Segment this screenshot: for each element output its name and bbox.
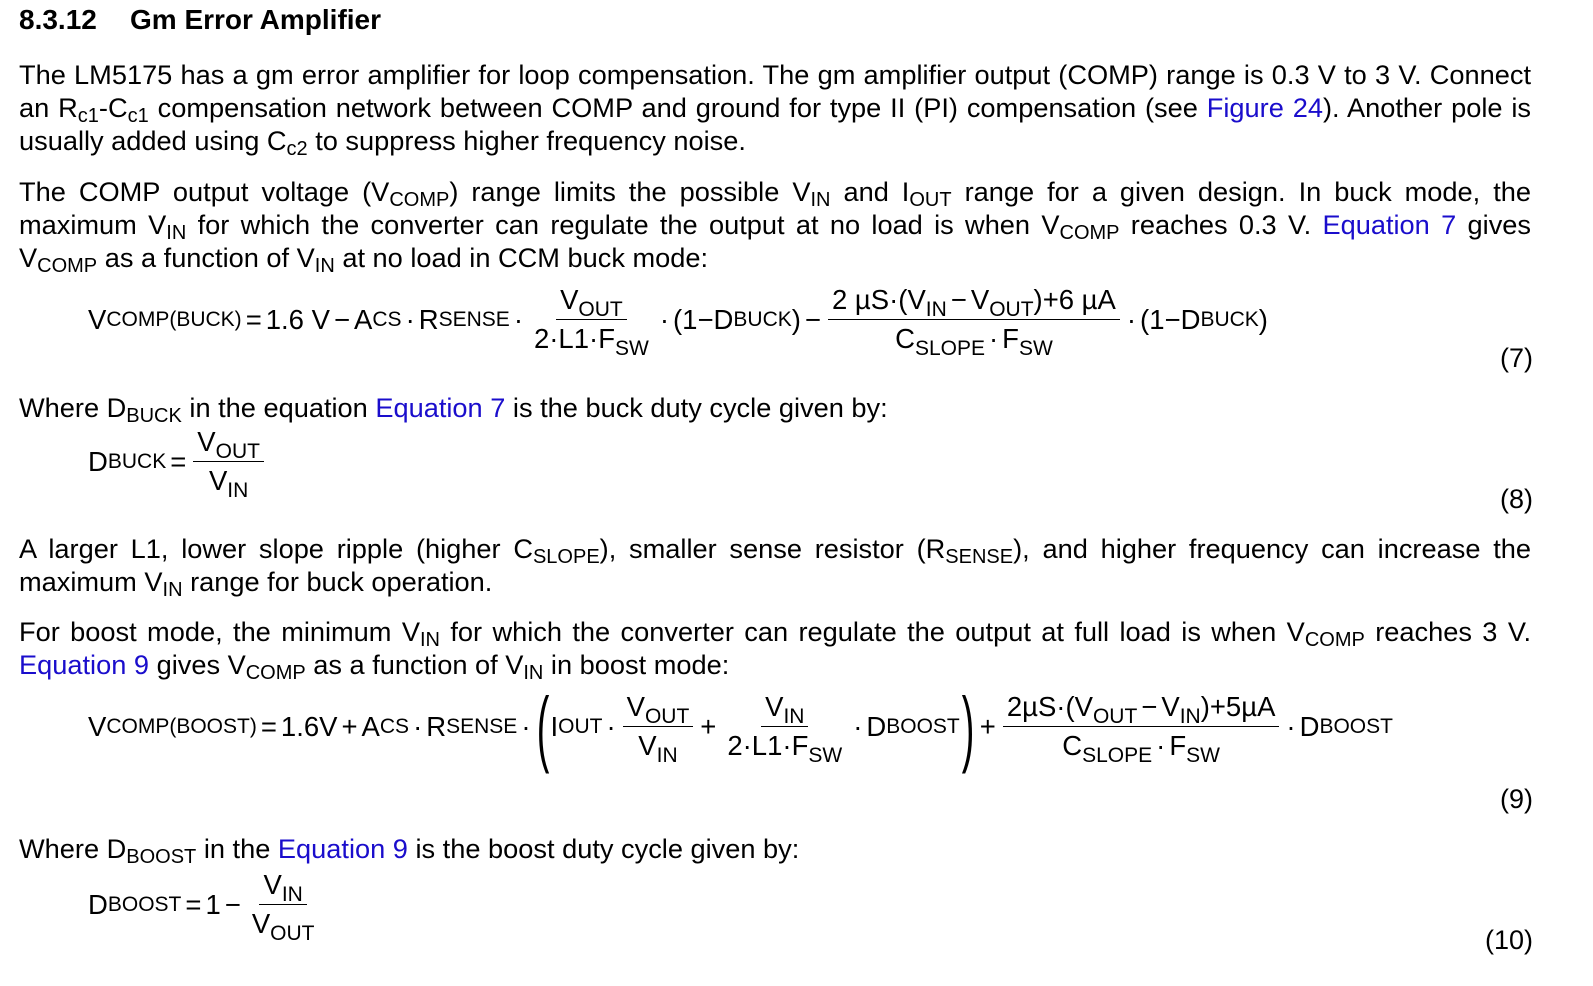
equation-7-link[interactable]: Equation 7 xyxy=(375,392,506,423)
paragraph-4: A larger L1, lower slope ripple (higher $C_{SLOPE}$), smaller sense resistor $(R_{SENSE})$, and higher frequency can increase the maximum $V_{IN}$ range for buck operation. xyxy=(19,533,1531,601)
section-title: Gm Error Amplifier xyxy=(130,4,382,35)
equation-9: V COMP(BOOST) = 1.6V + A CS · R SENSE · ( I OUT · $\frac{V_{OUT}}{V_{IN}}$ + $\frac{V_{IN}}{2\cdot L1\cdot F_{SW}}$ · D BOOST ) + $\frac{2\mu S\cdot(V_{OUT} - V_{IN})+5\mu A}{C_{SLOPE} \cdot F_{SW}}$ · D BOOST xyxy=(88,679,1393,774)
equation-7-link[interactable]: Equation 7 xyxy=(1322,209,1457,240)
section-heading xyxy=(19,4,381,36)
equation-number-9: (9) xyxy=(1500,784,1533,814)
fraction: $\frac{V_{IN}}{2\cdot L1\cdot F_{SW}}$ xyxy=(727,691,843,767)
equation-10: D BOOST = 1 − $\frac{V_{IN}}{V_{OUT}}$ xyxy=(88,868,321,941)
fraction: $\frac{2\mu S\cdot(V_{OUT} - V_{IN})+5\mu A}{C_{SLOPE} \cdot F_{SW}}$ xyxy=(1003,690,1280,763)
paragraph-1: The LM5175 has a gm error amplifier for loop compensation. The gm amplifier output (COMP) range is 0.3 V to 3 V. Connect an $R_{c1}-C_{c1}$ compensation network between COMP and ground for type II (PI) compensation (see Figure 24). Another pole is usually added using $C_{c2}$ to suppress higher frequency noise. xyxy=(19,59,1532,160)
fraction: $\frac{V_{IN}}{V_{OUT}}$ xyxy=(251,869,315,945)
section-number: 8.3.12 xyxy=(19,4,97,35)
equation-number-10: (10) xyxy=(1484,925,1533,955)
fraction: $\frac{2 \mu S\cdot(V_{IN} - V_{OUT})+6 \mu A}{C_{SLOPE} \cdot F_{SW}}$ xyxy=(828,283,1120,356)
fraction: $\frac{V_{OUT}}{V_{IN}}$ xyxy=(193,425,264,498)
equation-9-link[interactable]: Equation 9 xyxy=(19,649,150,680)
equation-7: V COMP(BUCK) = 1.6 V − A CS · R SENSE · $\frac{V_{OUT}}{2\cdot L1\cdot F_{SW}}$ · (1− D BUCK ) − $\frac{2 \mu S\cdot(V_{IN} - V_{OUT})+6 \mu A}{C_{SLOPE} \cdot F_{SW}}$ · (1− D BUCK ) xyxy=(88,284,1268,360)
fraction: $\frac{V_{OUT}}{V_{IN}}$ xyxy=(623,690,694,763)
equation-number-7: (7) xyxy=(1500,343,1533,373)
paragraph-2: The COMP output voltage $(V_{COMP})$ range limits the possible $V_{IN}$ and $I_{OUT}$ range for a given design. In buck mode, the maximum $V_{IN}$ for which the converter can regulate the output at no load is when $V_{COMP}$ reaches 0.3 V. Equation 7 gives $V_{COMP}$ as a function of $V_{IN}$ at no load in CCM buck mode: xyxy=(19,176,1531,277)
equation-8: D BUCK = $\frac{V_{OUT}}{V_{IN}}$ xyxy=(88,425,267,498)
paragraph-6: Where $D_{BOOST}$ in the Equation 9 is the boost duty cycle given by: xyxy=(19,833,800,868)
figure-24-link[interactable]: Figure 24 xyxy=(1206,92,1323,123)
equation-number-8: (8) xyxy=(1500,484,1533,514)
paragraph-3: Where $D_{BUCK}$ in the equation Equation 7 is the buck duty cycle given by: xyxy=(19,392,888,427)
fraction: $\frac{V_{OUT}}{2\cdot L1\cdot F_{SW}}$ xyxy=(533,284,649,360)
paragraph-5: For boost mode, the minimum $V_{IN}$ for which the converter can regulate the output at full load is when $V_{COMP}$ reaches 3 V. Equation 9 gives $V_{COMP}$ as a function of $V_{IN}$ in boost mode: xyxy=(19,616,1532,684)
equation-9-link[interactable]: Equation 9 xyxy=(277,833,408,864)
